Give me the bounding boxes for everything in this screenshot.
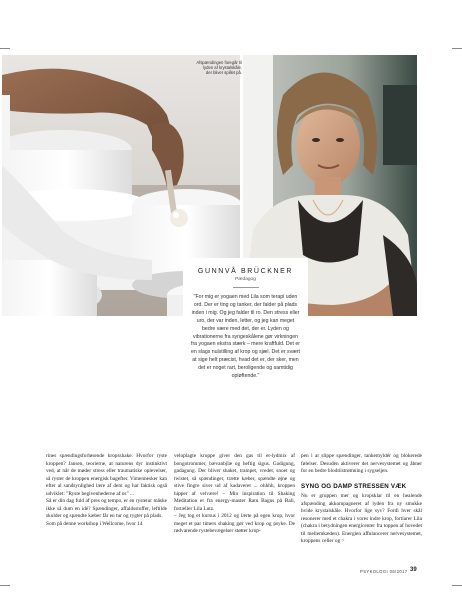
quote-person-name: GUNNVÅ BRÜCKNER — [197, 268, 294, 275]
photo-caption: Afspændingen foregår til lyden af krystalskåle, der bliver spillet på. — [196, 60, 242, 76]
paragraph: velopl​agte kroppe giver den gas til et-lydmix af bongotrommer, bævanbjlæ og heftig sigus. Gadigung, gadagung. Der bliver shaket, trampet, vredet, snoet og twistet, så spændinger, trætte kæber, spændte øjne og stive fingre siver ud af kadaveret ... ohhhh, kroppen hipper af velvære! – Min inspiration til Shaking Meditation er fra energy-master Ratu Bagus på Bali, fortæller Lila Lutz. — [174, 453, 295, 512]
paragraph: rines spændingsforløsende kropsshake. Hvorfor ryste kroppen? Jansen, teorierne, at naturens dyr instinktivt ved, at når de møder stress eller traumatiske oplevelser, så ryster de kroppen energisk bagefter. Vimennesker kan efter al sandsynlighed lære af dem og har faktisk også udviklet: "Ryste begivenhederne af os" ... — [46, 453, 167, 497]
crop-mark — [0, 585, 10, 586]
paragraph: Så er din dag fuld af pres og tempo, er en rystetur måske ikke så dum en idé? Spændinger, affaldsstoffer, leftilde skulder og spændte kæber får en tur og rygter på plads. — [46, 498, 167, 519]
crop-mark — [452, 48, 462, 49]
crop-mark — [452, 585, 462, 586]
quote-text: "For mig er yogaen med Lila som terapi uden ord. Der er ting og tanker, der falder på plads inden i mig. Og jeg falder til ro. Den stress eller uro, der var inden, letter, og jeg kan meget bedre være med det, der er. Lyden og vibrationerne fra syngeskålene gør virkningen fra yogaen ekstra stærk – mere kraftfuld. Det er en slags nulstilling af krop og sjæl. Det er svært at sige helt præcist, hvad det er, der sker, men det er noget rart, beroligende og samtidig opløftende." — [191, 294, 300, 380]
quote-divider — [233, 287, 259, 288]
body-column-1 — [46, 453, 167, 528]
paragraph: Nu er gruppen mer og kropsklar til en healende afspænding akkompagneret af lyden fra ny smukke hvide krystalskåle. Hvorfor lige syv? Fordi hver skål resonerer med et chakra i vores indre krop, fortlarer Lila (chakra i betydningen energicenter fra toppen af hovedet til mellemkæden). Energien affulancerer nervesystemet, kroppens celler og > — [301, 493, 422, 544]
crop-mark — [0, 48, 10, 49]
section-subheading: SYNG OG DAMP STRESSEN VÆK — [301, 482, 407, 490]
magazine-folio: PSYKOLOGI 06/2017 — [360, 569, 408, 574]
paragraph: Som på denne workshop i Wellcome, hvor 14 — [46, 520, 143, 527]
body-column-2 — [174, 453, 295, 536]
paragraph: – Jeg tog et kursus i 2012 og lærte på egen krop, hvor meget et par timers shaking gør ved krop og psyke. De rødvarende rystebevægelser støtter krop- — [174, 513, 295, 534]
quote-box — [183, 258, 308, 418]
paragraph: pen i at slippe spændinger, tankemyldér og blokerede følelser. Desuden aktiverer det nervesystemet og åbner for en bedre blodtilstrømning i sygseljen. — [301, 453, 422, 474]
body-column-3 — [301, 453, 422, 546]
page-number: 39 — [410, 567, 417, 573]
quote-person-role: Pædagog — [235, 277, 256, 282]
